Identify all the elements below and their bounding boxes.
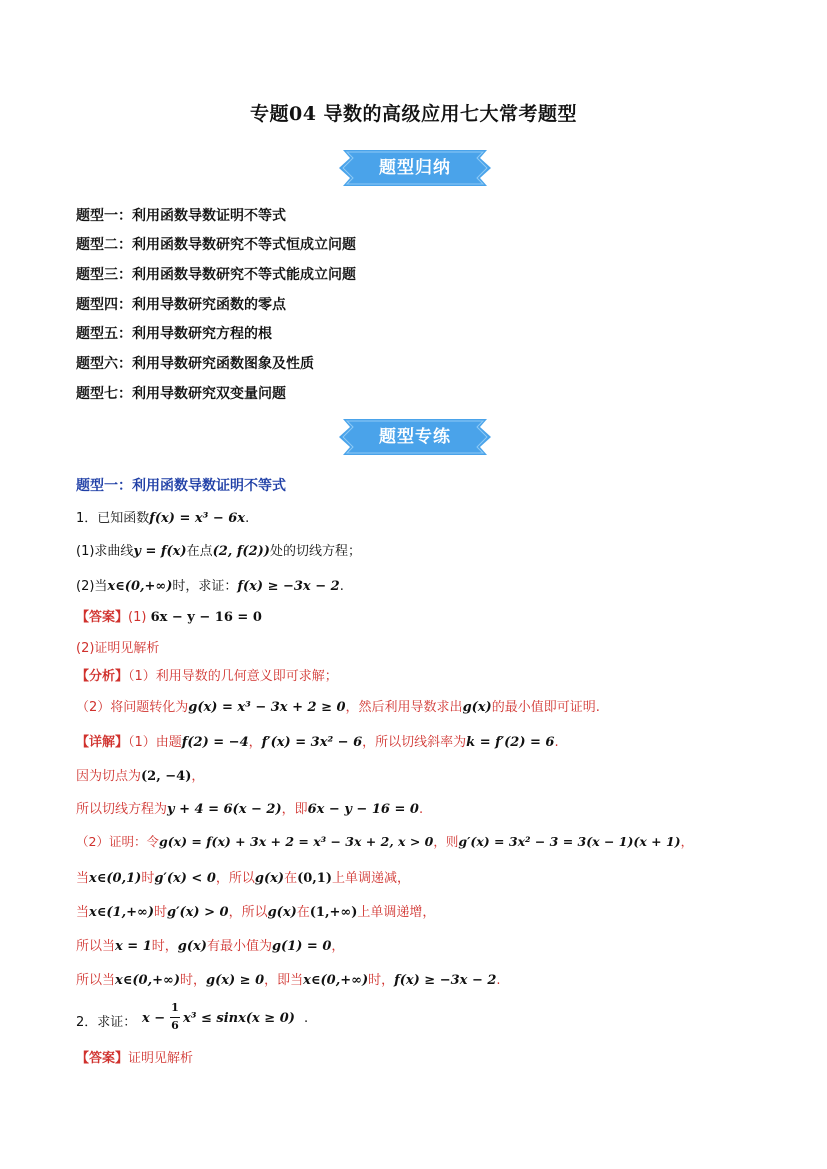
- answer1-formula: 6x − y − 16 = 0: [150, 610, 262, 625]
- q1-part1-formula-1: y = f(x): [133, 544, 187, 559]
- q2-stem-end: .: [304, 1011, 309, 1026]
- detail-l8-d: 时，: [368, 973, 395, 988]
- detail-l4-a: （2）证明：令: [76, 834, 159, 849]
- detail-l8-a: 所以当: [76, 973, 116, 988]
- toc-item-3: 题型三：利用函数导数研究不等式能成立问题: [76, 267, 356, 283]
- analysis-label: 【分析】: [76, 669, 129, 684]
- q1-part1-formula-2: (2, f(2)): [212, 544, 270, 559]
- detail-l7-d: ，: [331, 939, 345, 954]
- q2-formula-a: x −: [142, 1011, 166, 1026]
- detail-l5-e: 上单调递减，: [332, 871, 411, 886]
- detail-l7-formula-2: g(x): [177, 939, 207, 954]
- detail-line6: [76, 901, 435, 920]
- page-title: 专题04 导数的高级应用七大常考题型: [249, 103, 578, 125]
- q1-part2: [76, 575, 344, 594]
- detail-l6-formula-2: g′(x) > 0: [167, 905, 229, 920]
- detail-l5-a: 当: [76, 871, 90, 886]
- answer1-part1: (1): [128, 610, 151, 625]
- analysis-line1: [76, 665, 338, 684]
- q1-part1-text-a: (1)求曲线: [76, 544, 134, 559]
- detail-l4-formula-1: g(x) = f(x) + 3x + 2 = x³ − 3x + 2, x > 0: [158, 834, 434, 849]
- detail-l8-c: ，即当: [264, 973, 304, 988]
- banner-practice-label: 题型专练: [379, 427, 451, 447]
- q2-stem-text: 2．求证：: [76, 1015, 137, 1030]
- answer1-label: 【答案】: [76, 610, 129, 625]
- detail-l2-a: 因为切点为: [76, 769, 142, 784]
- detail-l5-formula-1: x∈(0,1): [89, 871, 142, 886]
- detail-l3-formula-2: 6x − y − 16 = 0: [307, 802, 419, 817]
- detail-l1-d: .: [554, 735, 559, 750]
- detail-l5-formula-2: g′(x) < 0: [154, 871, 216, 886]
- detail-line7: [76, 935, 344, 954]
- detail-l3-formula-1: y + 4 = 6(x − 2): [167, 802, 282, 817]
- answer2-line: [76, 1047, 193, 1066]
- analysis-text-2c: 的最小值即可证明.: [491, 700, 600, 715]
- detail-l6-c: ，所以: [228, 905, 268, 920]
- q2-fraction-denominator: 6: [171, 1019, 179, 1032]
- analysis-text-2b: ，然后利用导数求出: [345, 700, 463, 715]
- detail-l8-b: 时，: [179, 973, 206, 988]
- q1-part2-text-b: 时，求证：: [172, 579, 238, 594]
- q2-fraction-numerator: 1: [171, 1001, 179, 1014]
- detail-l1-formula-1: f(2) = −4: [181, 735, 249, 750]
- toc-item-2: 题型二：利用函数导数研究不等式恒成立问题: [76, 237, 356, 253]
- detail-line3: [76, 798, 423, 817]
- analysis-text-1: （1）利用导数的几何意义即可求解；: [128, 669, 338, 684]
- q1-stem: [76, 507, 249, 526]
- detail-l8-formula-4: f(x) ≥ −3x − 2: [394, 973, 497, 988]
- detail-l6-a: 当: [76, 905, 90, 920]
- detail-line4: [76, 832, 693, 850]
- detail-l8-e: .: [496, 973, 501, 988]
- answer2-text: 证明见解析: [128, 1051, 194, 1066]
- detail-l6-e: 上单调递增，: [357, 905, 436, 920]
- q2-fraction-bar: [170, 1017, 180, 1018]
- banner-summary-label: 题型归纳: [379, 158, 451, 178]
- toc-item-5: 题型五：利用导数研究方程的根: [76, 326, 272, 342]
- detail-l7-c: 有最小值为: [206, 939, 272, 954]
- toc-item-4: 题型四：利用导数研究函数的零点: [76, 297, 286, 313]
- detail-l7-formula-3: g(1) = 0: [271, 939, 332, 954]
- q1-part2-text-c: .: [339, 579, 344, 594]
- detail-line1: [76, 731, 559, 750]
- detail-l6-formula-4: (1,+∞): [309, 905, 358, 920]
- detail-l1-b: ，: [248, 735, 262, 750]
- detail-l6-d: 在: [296, 905, 310, 920]
- toc-item-1: 题型一：利用函数导数证明不等式: [76, 208, 286, 224]
- detail-l8-formula-2: g(x) ≥ 0: [206, 973, 265, 988]
- detail-l4-c: ，: [680, 834, 694, 849]
- detail-l2-b: ，: [191, 769, 205, 784]
- analysis-text-2a: （2）将问题转化为: [76, 700, 189, 715]
- analysis-formula-1: g(x) = x³ − 3x + 2 ≥ 0: [188, 700, 346, 715]
- detail-l4-formula-2: g′(x) = 3x² − 3 = 3(x − 1)(x + 1): [458, 834, 681, 849]
- detail-l3-a: 所以切线方程为: [76, 802, 168, 817]
- analysis-formula-2: g(x): [462, 700, 492, 715]
- detail-l7-formula-1: x = 1: [115, 939, 152, 954]
- q2-formula-b: x³ ≤ sinx(x ≥ 0): [183, 1011, 295, 1026]
- detail-line5: [76, 867, 410, 886]
- q1-part2-formula-1: x∈(0,+∞): [107, 579, 173, 594]
- detail-l5-c: ，所以: [215, 871, 255, 886]
- detail-l6-formula-3: g(x): [267, 905, 297, 920]
- detail-line2: [76, 765, 204, 784]
- detail-l5-b: 时: [141, 871, 155, 886]
- q1-stem-end: .: [245, 511, 250, 526]
- detail-l5-d: 在: [284, 871, 298, 886]
- detail-line8: [76, 969, 501, 988]
- detail-l4-b: ，则: [433, 834, 459, 849]
- detail-l1-c: ，所以切线斜率为: [362, 735, 467, 750]
- detail-l5-formula-3: g(x): [254, 871, 285, 886]
- detail-l8-formula-1: x∈(0,+∞): [115, 973, 180, 988]
- detail-l2-formula: (2, −4): [141, 769, 192, 784]
- detail-label: 【详解】: [76, 735, 129, 750]
- detail-l7-a: 所以当: [76, 939, 116, 954]
- detail-l3-b: ，即: [281, 802, 308, 817]
- detail-l3-c: .: [418, 802, 424, 817]
- detail-l1-formula-3: k = f′(2) = 6: [466, 735, 555, 750]
- q1-part2-formula-2: f(x) ≥ −3x − 2: [237, 579, 340, 594]
- q1-stem-formula: f(x) = x³ − 6x: [149, 511, 246, 526]
- q1-part1-text-c: 处的切线方程；: [269, 544, 361, 559]
- section-title: 题型一：利用函数导数证明不等式: [76, 478, 286, 494]
- detail-l6-b: 时: [153, 905, 167, 920]
- detail-l8-formula-3: x∈(0,+∞): [303, 973, 369, 988]
- q1-part2-text-a: (2)当: [76, 579, 108, 594]
- detail-l1-a: （1）由题: [128, 735, 182, 750]
- answer1-line1: [76, 606, 262, 625]
- toc-item-6: 题型六：利用导数研究函数图象及性质: [76, 356, 314, 372]
- q1-part1-text-b: 在点: [186, 544, 213, 559]
- toc-item-7: 题型七：利用导数研究双变量问题: [76, 386, 286, 402]
- answer2-label: 【答案】: [76, 1051, 129, 1066]
- detail-l5-formula-4: (0,1): [297, 871, 332, 886]
- detail-l1-formula-2: f′(x) = 3x² − 6: [261, 735, 363, 750]
- answer1-line2: (2)证明见解析: [76, 641, 160, 656]
- banner-summary: [337, 148, 493, 188]
- q1-stem-text: 1．已知函数: [76, 511, 150, 526]
- q1-part1: [76, 540, 361, 559]
- analysis-line2: [76, 696, 600, 715]
- banner-practice: [337, 417, 493, 457]
- detail-l6-formula-1: x∈(1,+∞): [89, 905, 154, 920]
- detail-l7-b: 时，: [151, 939, 178, 954]
